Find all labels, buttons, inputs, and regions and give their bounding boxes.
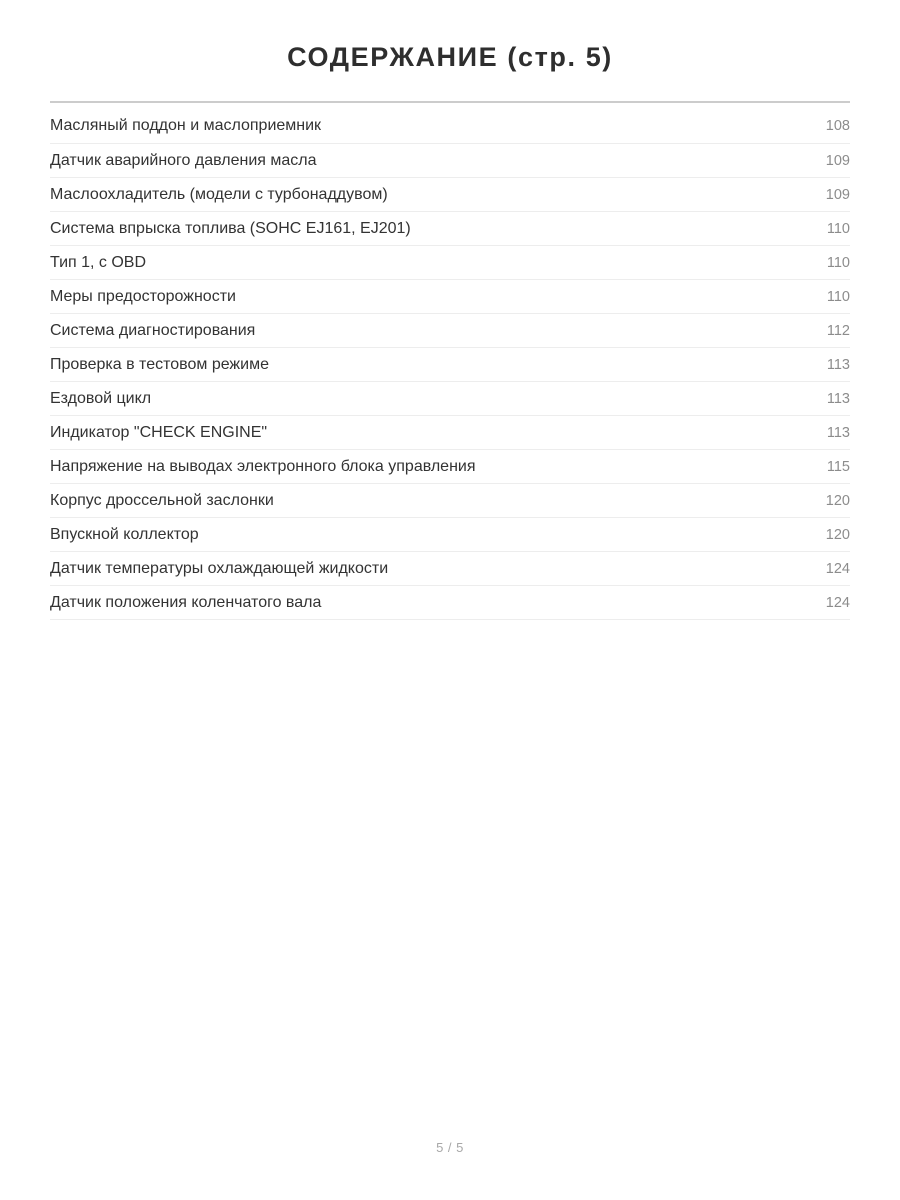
title-divider [50,101,850,103]
toc-entry-page-number: 113 [826,425,850,441]
toc-entry-label: Датчик температуры охлаждающей жидкости [50,560,389,577]
toc-entry-page-number: 113 [826,357,850,373]
list-item[interactable] [50,177,850,211]
page-title: СОДЕРЖАНИЕ (стр. 5) [287,42,613,72]
toc-entry-label: Меры предосторожности [50,288,236,305]
list-item[interactable] [50,347,850,381]
toc-entry-label: Впускной коллектор [50,526,199,543]
toc-entry-label: Индикатор "CHECK ENGINE" [50,424,268,441]
toc-entry-label: Датчик положения коленчатого вала [50,594,322,611]
list-item[interactable] [50,517,850,551]
toc-entry-label: Тип 1, с OBD [50,254,147,271]
list-item[interactable] [50,415,850,449]
toc-entry-label: Проверка в тестовом режиме [50,356,269,373]
toc-entry-page-number: 115 [826,459,850,475]
toc-entry-page-number: 112 [826,323,850,339]
list-item[interactable] [50,279,850,313]
table-of-contents-list [50,109,850,620]
toc-entry-label: Напряжение на выводах электронного блока управления [50,458,476,475]
toc-entry-page-number: 124 [825,561,850,577]
list-item[interactable] [50,313,850,347]
toc-entry-label: Датчик аварийного давления масла [50,152,317,169]
list-item[interactable] [50,211,850,245]
toc-entry-label: Ездовой цикл [50,390,152,407]
list-item[interactable] [50,143,850,177]
toc-entry-page-number: 110 [826,221,850,237]
toc-entry-page-number: 120 [825,527,850,543]
list-item[interactable] [50,381,850,415]
toc-entry-page-number: 120 [825,493,850,509]
list-item[interactable] [50,483,850,517]
toc-entry-label: Корпус дроссельной заслонки [50,492,274,509]
toc-entry-page-number: 110 [826,289,850,305]
toc-entry-page-number: 124 [825,595,850,611]
list-item[interactable] [50,109,850,143]
toc-entry-label: Масляный поддон и маслоприемник [50,117,322,134]
toc-entry-label: Система впрыска топлива (SOHC EJ161, EJ201) [50,220,411,237]
list-item[interactable] [50,245,850,279]
list-item[interactable] [50,585,850,619]
toc-entry-page-number: 109 [825,153,850,169]
toc-entry-page-number: 108 [825,118,850,134]
toc-entry-label: Система диагностирования [50,322,256,339]
toc-entry-label: Маслоохладитель (модели с турбонаддувом) [50,186,388,203]
toc-entry-page-number: 110 [826,255,850,271]
toc-entry-page-number: 113 [826,391,850,407]
list-item[interactable] [50,551,850,585]
page-footer: 5 / 5 [436,1140,464,1155]
list-item[interactable] [50,449,850,483]
toc-entry-page-number: 109 [825,187,850,203]
